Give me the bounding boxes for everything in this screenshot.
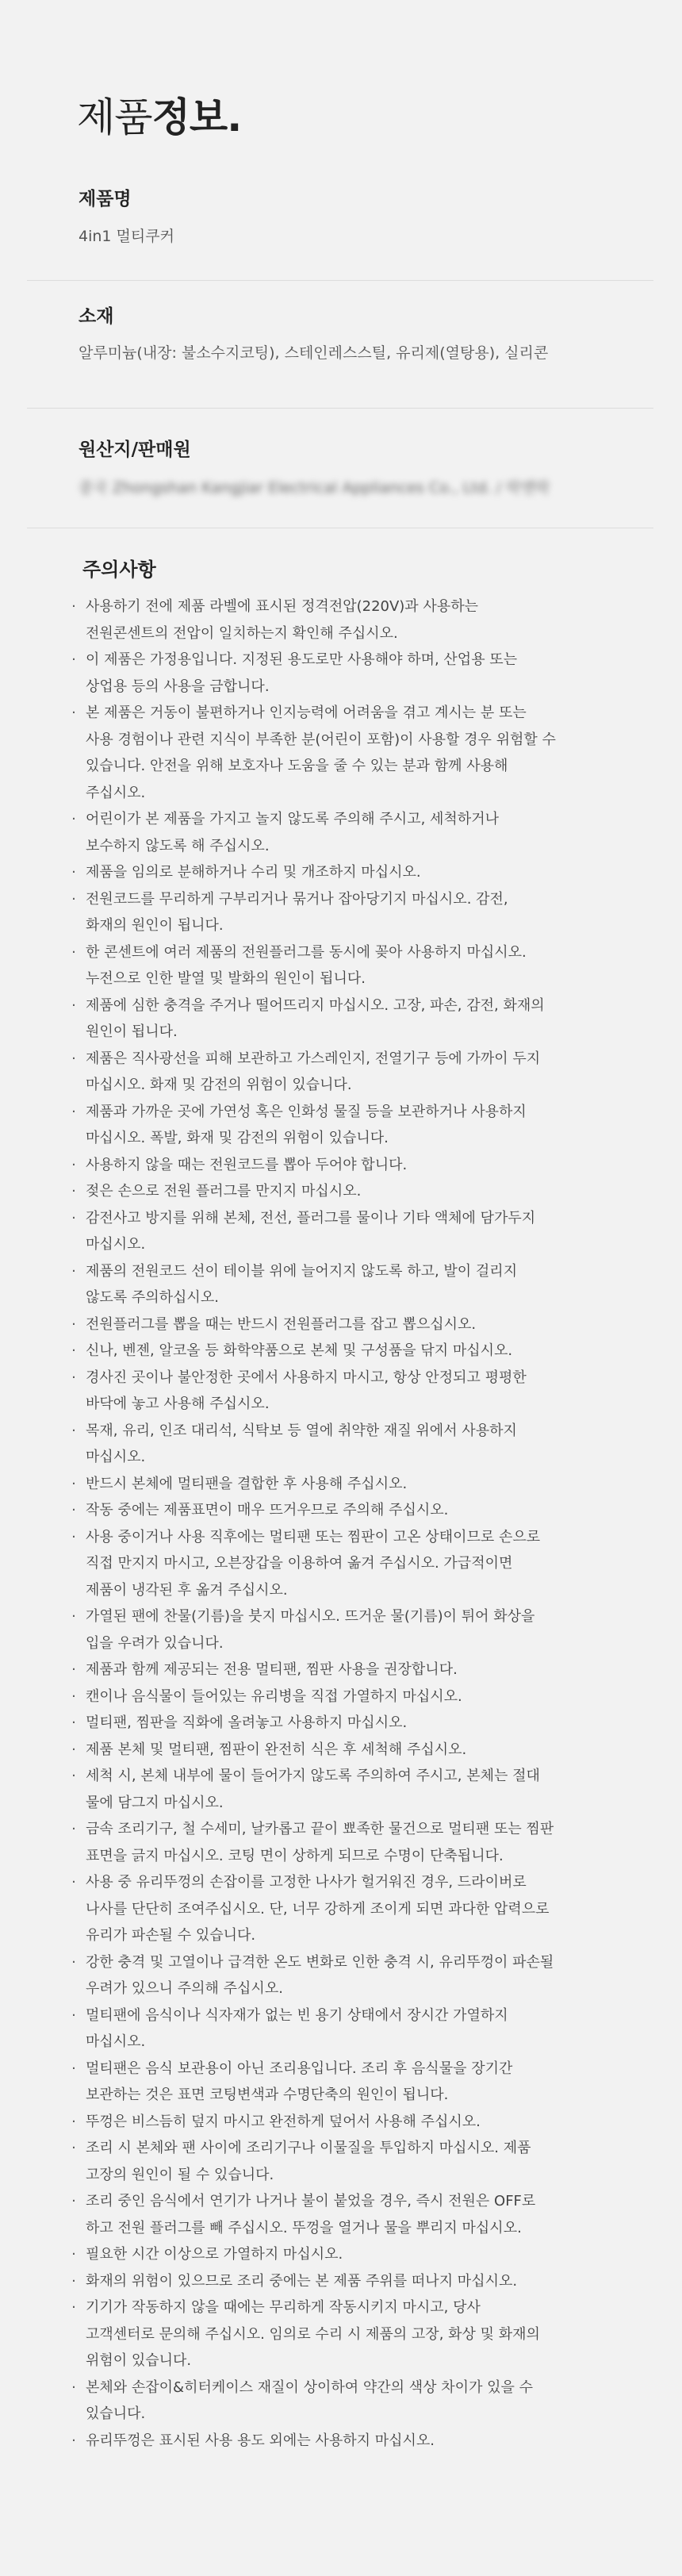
bullet-dot: · <box>71 2378 76 2396</box>
bullet-dot: · <box>71 1103 76 1120</box>
caution-item <box>67 1311 622 1338</box>
caution-item <box>67 1949 622 2002</box>
bullet-dot: · <box>71 2272 76 2290</box>
caution-item <box>67 2188 622 2241</box>
bullet-dot: · <box>71 1209 76 1227</box>
caution-line: 표면을 긁지 마십시오. 코팅 면이 상하게 되므로 수명이 단축됩니다. <box>86 1847 504 1864</box>
bullet-dot: · <box>71 890 76 908</box>
caution-line: 유리뚜껑은 표시된 사용 용도 외에는 사용하지 마십시오. <box>86 2432 435 2449</box>
caution-line: 본체와 손잡이&히터케이스 재질이 상이하여 약간의 색상 차이가 있을 수 <box>86 2378 534 2396</box>
caution-item <box>67 1683 622 1710</box>
caution-line: 있습니다. <box>86 2405 146 2422</box>
bullet-dot: · <box>71 1714 76 1731</box>
caution-item <box>67 647 622 700</box>
caution-line: 직접 만지지 마시고, 오븐장갑을 이용하여 옮겨 주십시오. 가급적이면 <box>86 1555 513 1572</box>
bullet-dot: · <box>71 1342 76 1359</box>
caution-line: 제품을 임의로 분해하거나 수리 및 개조하지 마십시오. <box>86 864 421 881</box>
caution-item <box>67 700 622 806</box>
page-title-light: 제품 <box>77 94 152 140</box>
caution-item <box>67 1418 622 1471</box>
caution-item <box>67 1338 622 1365</box>
product-name-heading: 제품명 <box>79 189 132 209</box>
caution-line: 전원코드를 무리하게 구부리거나 묶거나 잡아당기지 마십시오. 감전, <box>86 890 508 908</box>
caution-item <box>67 2268 622 2295</box>
caution-item <box>67 1046 622 1099</box>
bullet-dot: · <box>71 1475 76 1492</box>
caution-item <box>67 1763 622 1816</box>
caution-line: 고객센터로 문의해 주십시오. 임의로 수리 시 제품의 고장, 화상 및 화재의 <box>86 2325 540 2343</box>
caution-line: 화재의 위험이 있으므로 조리 중에는 본 제품 주위를 떠나지 마십시오. <box>86 2272 518 2290</box>
caution-line: 전원콘센트의 전압이 일치하는지 확인해 주십시오. <box>86 624 398 642</box>
bullet-dot: · <box>71 996 76 1014</box>
caution-line: 누전으로 인한 발열 및 발화의 원인이 됩니다. <box>86 970 366 987</box>
caution-line: 멀티팬에 음식이나 식자재가 없는 빈 용기 상태에서 장시간 가열하지 <box>86 2006 508 2024</box>
caution-line: 젖은 손으로 전원 플러그를 만지지 마십시오. <box>86 1183 362 1200</box>
caution-line: 나사를 단단히 조여주십시오. 단, 너무 강하게 조이게 되면 과다한 압력으로 <box>86 1900 550 1918</box>
caution-line: 감전사고 방지를 위해 본체, 전선, 플러그를 물이나 기타 액체에 담가두지 <box>86 1209 536 1227</box>
bullet-dot: · <box>71 1156 76 1173</box>
caution-line: 전원플러그를 뽑을 때는 반드시 전원플러그를 잡고 뽑으십시오. <box>86 1315 477 1333</box>
bullet-dot: · <box>71 704 76 721</box>
page-title <box>77 86 241 149</box>
product-name-value: 4in1 멀티쿠커 <box>79 228 174 245</box>
bullet-dot: · <box>71 1768 76 1784</box>
caution-item <box>67 2428 622 2455</box>
caution-line: 우려가 있으니 주의해 주십시오. <box>86 1980 283 1997</box>
caution-line: 바닥에 놓고 사용해 주십시오. <box>86 1395 270 1412</box>
caution-line: 제품의 전원코드 선이 테이블 위에 늘어지지 않도록 하고, 발이 걸리지 <box>86 1262 518 1280</box>
caution-item <box>67 2109 622 2136</box>
page-title-bold: 정보. <box>151 94 242 140</box>
caution-item <box>67 886 622 939</box>
caution-item <box>67 1258 622 1311</box>
caution-line: 제품과 함께 제공되는 전용 멀티팬, 찜판 사용을 권장합니다. <box>86 1661 458 1678</box>
bullet-dot: · <box>71 2113 76 2130</box>
caution-line: 제품 본체 및 멀티팬, 찜판이 완전히 식은 후 세척해 주십시오. <box>86 1741 467 1758</box>
caution-line: 사용 중이거나 사용 직후에는 멀티팬 또는 찜판이 고온 상태이므로 손으로 <box>86 1528 541 1545</box>
caution-line: 제품에 심한 충격을 주거나 떨어뜨리지 마십시오. 고장, 파손, 감전, 화재의 <box>86 996 545 1014</box>
bullet-dot: · <box>71 1369 76 1386</box>
caution-line: 어린이가 본 제품을 가지고 놀지 않도록 주의해 주시고, 세척하거나 <box>86 811 499 827</box>
caution-line: 주십시오. <box>86 784 146 801</box>
caution-item <box>67 1657 622 1683</box>
origin-seller-value: 중국 Zhongshan Kangjiar Electrical Appliances Co., Ltd. / 락앤락 <box>79 479 550 497</box>
caution-item <box>67 1737 622 1764</box>
caution-line: 반드시 본체에 멀티팬을 결합한 후 사용해 주십시오. <box>86 1475 408 1492</box>
caution-line: 금속 조리기구, 철 수세미, 날카롭고 끝이 뾰족한 물건으로 멀티팬 또는 찜판 <box>86 1821 554 1837</box>
caution-line: 마십시오. 화재 및 감전의 위험이 있습니다. <box>86 1077 352 1093</box>
caution-line: 마십시오. <box>86 2033 146 2050</box>
bullet-dot: · <box>71 1661 76 1678</box>
caution-item <box>67 1099 622 1152</box>
caution-item <box>67 1497 622 1524</box>
caution-line: 상업용 등의 사용을 금합니다. <box>86 678 270 695</box>
caution-item <box>67 1869 622 1949</box>
caution-item <box>67 593 622 647</box>
caution-line: 제품이 냉각된 후 옮겨 주십시오. <box>86 1581 288 1599</box>
cautions-heading: 주의사항 <box>82 559 156 581</box>
bullet-dot: · <box>71 2006 76 2024</box>
caution-line: 사용하지 않을 때는 전원코드를 뽑아 두어야 합니다. <box>86 1156 408 1173</box>
bullet-dot: · <box>71 1502 76 1518</box>
bullet-dot: · <box>71 2060 76 2077</box>
caution-line: 입을 우려가 있습니다. <box>86 1634 224 1652</box>
bullet-dot: · <box>71 1953 76 1971</box>
caution-item <box>67 939 622 992</box>
caution-line: 멀티팬, 찜판을 직화에 올려놓고 사용하지 마십시오. <box>86 1714 408 1731</box>
caution-line: 필요한 시간 이상으로 가열하지 마십시오. <box>86 2246 343 2263</box>
material-value: 알루미늄(내장: 불소수지코팅), 스테인레스스틸, 유리제(열탕용), 실리콘 <box>79 344 549 362</box>
caution-line: 있습니다. 안전을 위해 보호자나 도움을 줄 수 있는 분과 함께 사용해 <box>86 758 508 774</box>
caution-line: 뚜껑은 비스듬히 덮지 마시고 완전하게 덮어서 사용해 주십시오. <box>86 2113 481 2130</box>
bullet-dot: · <box>71 2432 76 2449</box>
origin-seller-heading: 원산지/판매원 <box>79 440 191 460</box>
bullet-dot: · <box>71 651 76 668</box>
caution-line: 마십시오. 폭발, 화재 및 감전의 위험이 있습니다. <box>86 1130 389 1146</box>
caution-line: 사용 경험이나 관련 지식이 부족한 분(어린이 포함)이 사용할 경우 위험할 수 <box>86 731 556 748</box>
caution-item <box>67 2374 622 2428</box>
caution-line: 작동 중에는 제품표면이 매우 뜨거우므로 주의해 주십시오. <box>86 1502 449 1518</box>
caution-line: 사용하기 전에 제품 라벨에 표시된 정격전압(220V)과 사용하는 <box>86 598 478 615</box>
caution-line: 위험이 있습니다. <box>86 2352 192 2369</box>
caution-line: 제품과 가까운 곳에 가연성 혹은 인화성 물질 등을 보관하거나 사용하지 <box>86 1103 527 1120</box>
caution-item <box>67 1178 622 1205</box>
caution-item <box>67 1365 622 1418</box>
caution-line: 원인이 됩니다. <box>86 1023 178 1040</box>
caution-line: 본 제품은 거동이 불편하거나 인지능력에 어려움을 겪고 계시는 분 또는 <box>86 704 527 721</box>
caution-line: 캔이나 음식물이 들어있는 유리병을 직접 가열하지 마십시오. <box>86 1687 462 1705</box>
caution-line: 목재, 유리, 인조 대리석, 식탁보 등 열에 취약한 재질 위에서 사용하지 <box>86 1422 517 1439</box>
caution-line: 유리가 파손될 수 있습니다. <box>86 1927 256 1944</box>
bullet-dot: · <box>71 1741 76 1758</box>
caution-line: 마십시오. <box>86 1236 146 1253</box>
caution-item <box>67 1471 622 1498</box>
material-heading: 소재 <box>79 306 114 327</box>
caution-line: 물에 담그지 마십시오. <box>86 1794 224 1811</box>
caution-line: 않도록 주의하십시오. <box>86 1289 219 1306</box>
caution-item <box>67 859 622 886</box>
caution-line: 화재의 원인이 됩니다. <box>86 917 224 934</box>
caution-item <box>67 992 622 1046</box>
caution-line: 보관하는 것은 표면 코팅변색과 수명단축의 원인이 됩니다. <box>86 2087 449 2103</box>
bullet-dot: · <box>71 1183 76 1200</box>
caution-line: 사용 중 유리뚜껑의 손잡이를 고정한 나사가 헐거워진 경우, 드라이버로 <box>86 1874 527 1891</box>
bullet-dot: · <box>71 2140 76 2156</box>
caution-line: 제품은 직사광선을 피해 보관하고 가스레인지, 전열기구 등에 가까이 두지 <box>86 1050 541 1067</box>
caution-line: 보수하지 않도록 해 주십시오. <box>86 837 270 854</box>
caution-line: 세척 시, 본체 내부에 물이 들어가지 않도록 주의하여 주시고, 본체는 절대 <box>86 1768 540 1784</box>
caution-line: 고장의 원인이 될 수 있습니다. <box>86 2166 274 2183</box>
caution-item <box>67 2135 622 2188</box>
caution-list <box>67 593 622 2454</box>
divider <box>27 408 653 409</box>
caution-line: 하고 전원 플러그를 빼 주십시오. 뚜껑을 열거나 물을 뿌리지 마십시오. <box>86 2219 522 2236</box>
bullet-dot: · <box>71 943 76 961</box>
caution-item <box>67 1524 622 1604</box>
caution-item <box>67 1816 622 1869</box>
bullet-dot: · <box>71 1262 76 1280</box>
caution-line: 기기가 작동하지 않을 때에는 무리하게 작동시키지 마시고, 당사 <box>86 2299 481 2316</box>
bullet-dot: · <box>71 811 76 827</box>
bullet-dot: · <box>71 1422 76 1439</box>
caution-item <box>67 806 622 859</box>
caution-line: 신나, 벤젠, 알코올 등 화학약품으로 본체 및 구성품을 닦지 마십시오. <box>86 1342 513 1359</box>
caution-item <box>67 1152 622 1179</box>
caution-item <box>67 2056 622 2109</box>
bullet-dot: · <box>71 1608 76 1625</box>
caution-item <box>67 1603 622 1657</box>
bullet-dot: · <box>71 1821 76 1837</box>
bullet-dot: · <box>71 2299 76 2316</box>
caution-item <box>67 2002 622 2056</box>
caution-item <box>67 2294 622 2374</box>
caution-line: 가열된 팬에 찬물(기름)을 붓지 마십시오. 뜨거운 물(기름)이 튀어 화상을 <box>86 1608 535 1625</box>
caution-line: 마십시오. <box>86 1449 146 1465</box>
caution-line: 조리 중인 음식에서 연기가 나거나 불이 붙었을 경우, 즉시 전원은 OFF로 <box>86 2193 536 2209</box>
caution-line: 경사진 곳이나 불안정한 곳에서 사용하지 마시고, 항상 안정되고 평평한 <box>86 1369 527 1386</box>
bullet-dot: · <box>71 1050 76 1067</box>
caution-line: 이 제품은 가정용입니다. 지정된 용도로만 사용해야 하며, 산업용 또는 <box>86 651 518 668</box>
bullet-dot: · <box>71 1315 76 1333</box>
caution-item <box>67 1205 622 1258</box>
caution-item <box>67 1710 622 1737</box>
bullet-dot: · <box>71 1687 76 1705</box>
caution-line: 조리 시 본체와 팬 사이에 조리기구나 이물질을 투입하지 마십시오. 제품 <box>86 2140 531 2156</box>
bullet-dot: · <box>71 2246 76 2263</box>
bullet-dot: · <box>71 1528 76 1545</box>
caution-item <box>67 2241 622 2268</box>
caution-line: 한 콘센트에 여러 제품의 전원플러그를 동시에 꽂아 사용하지 마십시오. <box>86 943 527 961</box>
caution-line: 강한 충격 및 고열이나 급격한 온도 변화로 인한 충격 시, 유리뚜껑이 파손될 <box>86 1953 554 1971</box>
bullet-dot: · <box>71 598 76 615</box>
caution-line: 멀티팬은 음식 보관용이 아닌 조리용입니다. 조리 후 음식물을 장기간 <box>86 2060 513 2077</box>
bullet-dot: · <box>71 2193 76 2209</box>
bullet-dot: · <box>71 864 76 881</box>
divider <box>27 280 653 281</box>
bullet-dot: · <box>71 1874 76 1891</box>
